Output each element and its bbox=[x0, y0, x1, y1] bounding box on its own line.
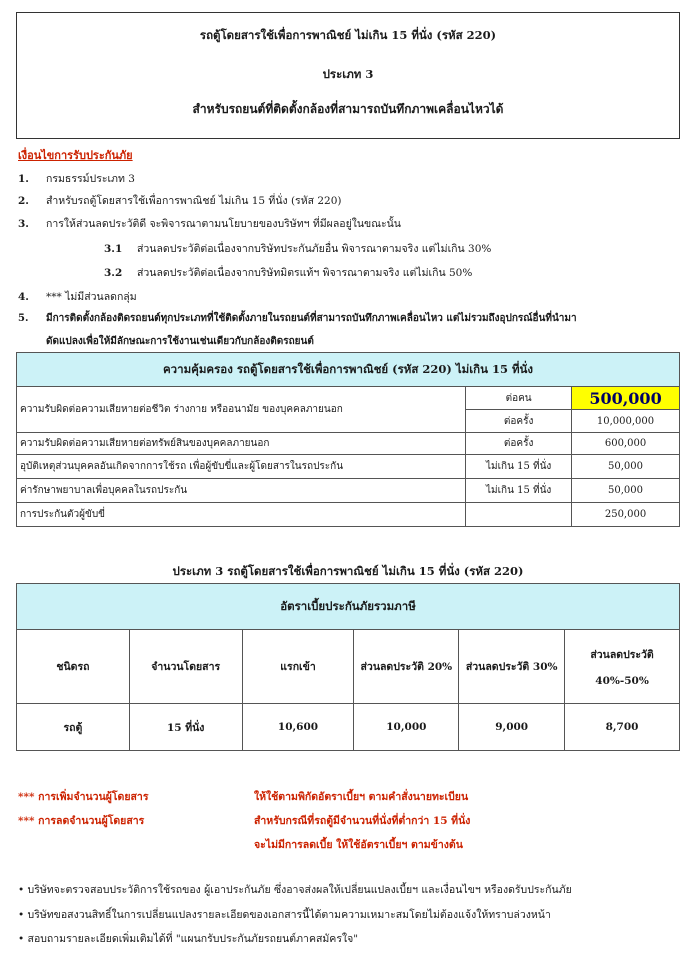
condition-item bbox=[104, 240, 491, 257]
coverage-value: 600,000 bbox=[572, 433, 680, 455]
coverage-unit: ต่อครั้ง bbox=[466, 433, 572, 455]
rate-cell: รถตู้ bbox=[17, 704, 130, 751]
condition-text: สำหรับรถตู้โดยสารใช้เพื่อการพาณิชย์ ไม่เกิน 15 ที่นั่ง (รหัส 220) bbox=[46, 195, 342, 207]
column-header: ส่วนลดประวัติ 20% bbox=[354, 630, 459, 704]
remark-reduce-label: *** การลดจำนวนผู้โดยสาร bbox=[18, 815, 145, 827]
rate-cell: 8,700 bbox=[565, 704, 680, 751]
remark-reduce-text: สำหรับกรณีที่รถตู้มีจำนวนที่นั่งที่ต่ำกว่า 15 ที่นั่ง bbox=[254, 815, 471, 827]
column-header: จำนวนโดยสาร bbox=[129, 630, 242, 704]
condition-item bbox=[18, 215, 401, 232]
coverage-desc: ความรับผิดต่อความเสียหายต่อทรัพย์สินของบุคคลภายนอก bbox=[17, 433, 466, 455]
coverage-value-highlight: 500,000 bbox=[572, 387, 680, 410]
column-header: แรกเข้า bbox=[242, 630, 354, 704]
condition-text: ส่วนลดประวัติต่อเนื่องจากบริษัทประกันภัยอื่น พิจารณาตามจริง แต่ไม่เกิน 30% bbox=[137, 243, 492, 255]
header-box bbox=[16, 12, 680, 139]
coverage-desc: อุบัติเหตุส่วนบุคคลอันเกิดจากการใช้รถ เพื่อผู้ขับขี่และผู้โดยสารในรถประกัน bbox=[17, 455, 466, 479]
condition-num: 1. bbox=[18, 173, 29, 185]
coverage-desc: ความรับผิดต่อความเสียหายต่อชีวิต ร่างกาย หรืออนามัย ของบุคคลภายนอก bbox=[17, 387, 466, 433]
remark-add-text: ให้ใช้ตามพิกัดอัตราเบี้ยฯ ตามคำสั่งนายทะเบียน bbox=[254, 791, 469, 803]
coverage-value: 10,000,000 bbox=[572, 410, 680, 433]
condition-num: 3. bbox=[18, 218, 29, 230]
coverage-desc: ค่ารักษาพยาบาลเพื่อบุคคลในรถประกัน bbox=[17, 479, 466, 503]
remark-add-label: *** การเพิ่มจำนวนผู้โดยสาร bbox=[18, 791, 149, 803]
rate-cell: 10,000 bbox=[354, 704, 459, 751]
table-row bbox=[17, 387, 680, 410]
condition-text: มีการติดตั้งกล้องติดรถยนต์ทุกประเภทที่ใช้ติดตั้งภายในรถยนต์ที่สามารถบันทึกภาพเคลื่อนไหว แต่ไม่รวมถึงอุปกรณ์อื่นที่นำมา bbox=[46, 313, 577, 324]
note-item: • สอบถามรายละเอียดเพิ่มเติมได้ที่ "แผนกรับประกันภัยรถยนต์ภาคสมัครใจ" bbox=[18, 933, 359, 945]
coverage-value: 50,000 bbox=[572, 479, 680, 503]
table-row bbox=[17, 433, 680, 455]
rates-table bbox=[16, 583, 680, 751]
note-item: • บริษัทจะตรวจสอบประวัติการใช้รถของ ผู้เอาประกันภัย ซึ่งอาจส่งผลให้เปลี่ยนแปลงเบี้ยฯ และเงื่อนไขฯ หรืองดรับประกันภัย bbox=[18, 884, 572, 896]
condition-text: ดัดแปลงเพื่อให้มีลักษณะการใช้งานเช่นเดียวกับกล้องติดรถยนต์ bbox=[46, 336, 314, 347]
column-header-line: 40%-50% bbox=[595, 675, 649, 687]
coverage-unit: ไม่เกิน 15 ที่นั่ง bbox=[466, 479, 572, 503]
condition-item bbox=[18, 170, 135, 187]
conditions-title: เงื่อนไขการรับประกันภัย bbox=[18, 149, 133, 162]
condition-item bbox=[46, 334, 314, 349]
table-row bbox=[17, 704, 680, 751]
rate-cell: 10,600 bbox=[242, 704, 354, 751]
table-row bbox=[17, 479, 680, 503]
column-header: ชนิดรถ bbox=[17, 630, 130, 704]
condition-num: 2. bbox=[18, 195, 29, 207]
coverage-value: 50,000 bbox=[572, 455, 680, 479]
condition-text: ส่วนลดประวัติต่อเนื่องจากบริษัทมิตรแท้ฯ พิจารณาตามจริง แต่ไม่เกิน 50% bbox=[137, 267, 473, 279]
coverage-desc: การประกันตัวผู้ขับขี่ bbox=[17, 503, 466, 527]
condition-item bbox=[18, 192, 342, 209]
coverage-unit bbox=[466, 503, 572, 527]
header-line-3: สำหรับรถยนต์ที่ติดตั้งกล้องที่สามารถบันทึกภาพเคลื่อนไหวได้ bbox=[192, 102, 504, 116]
rates-columns-row bbox=[17, 630, 680, 704]
column-header: ส่วนลดประวัติ 30% bbox=[459, 630, 565, 704]
rates-table-title: อัตราเบี้ยประกันภัยรวมภาษี bbox=[17, 584, 680, 630]
note-item: • บริษัทขอสงวนสิทธิ์ในการเปลี่ยนแปลงรายละเอียดของเอกสารนี้ได้ตามความเหมาะสมโดยไม่ต้องแจ้งให้ทราบล่วงหน้า bbox=[18, 909, 551, 921]
condition-num: 5. bbox=[18, 313, 29, 324]
table-row bbox=[17, 455, 680, 479]
condition-item bbox=[18, 311, 577, 326]
header-line-1: รถตู้โดยสารใช้เพื่อการพาณิชย์ ไม่เกิน 15 ที่นั่ง (รหัส 220) bbox=[199, 28, 497, 42]
rate-cell: 15 ที่นั่ง bbox=[129, 704, 242, 751]
condition-text: การให้ส่วนลดประวัติดี จะพิจารณาตามนโยบายของบริษัทฯ ที่มีผลอยู่ในขณะนั้น bbox=[46, 218, 401, 230]
condition-text: กรมธรรม์ประเภท 3 bbox=[46, 173, 135, 185]
column-header-line: ส่วนลดประวัติ bbox=[590, 649, 654, 661]
coverage-header-row bbox=[17, 353, 680, 387]
rates-header-row bbox=[17, 584, 680, 630]
header-line-2: ประเภท 3 bbox=[322, 67, 374, 81]
coverage-unit: ไม่เกิน 15 ที่นั่ง bbox=[466, 455, 572, 479]
coverage-title: ความคุ้มครอง รถตู้โดยสารใช้เพื่อการพาณิชย์ (รหัส 220) ไม่เกิน 15 ที่นั่ง bbox=[17, 353, 680, 387]
column-header bbox=[565, 630, 680, 704]
table-row bbox=[17, 503, 680, 527]
condition-num: 3.2 bbox=[104, 267, 123, 279]
rate-cell: 9,000 bbox=[459, 704, 565, 751]
condition-item bbox=[18, 288, 137, 305]
rates-title: ประเภท 3 รถตู้โดยสารใช้เพื่อการพาณิชย์ ไม่เกิน 15 ที่นั่ง (รหัส 220) bbox=[172, 564, 524, 578]
coverage-unit: ต่อคน bbox=[466, 387, 572, 410]
condition-text: *** ไม่มีส่วนลดกลุ่ม bbox=[46, 291, 137, 303]
condition-item bbox=[104, 264, 472, 281]
coverage-table bbox=[16, 352, 680, 527]
coverage-value: 250,000 bbox=[572, 503, 680, 527]
condition-num: 4. bbox=[18, 291, 29, 303]
coverage-unit: ต่อครั้ง bbox=[466, 410, 572, 433]
condition-num: 3.1 bbox=[104, 243, 123, 255]
remark-reduce-text-2: จะไม่มีการลดเบี้ย ให้ใช้อัตราเบี้ยฯ ตามข้างต้น bbox=[254, 839, 463, 851]
